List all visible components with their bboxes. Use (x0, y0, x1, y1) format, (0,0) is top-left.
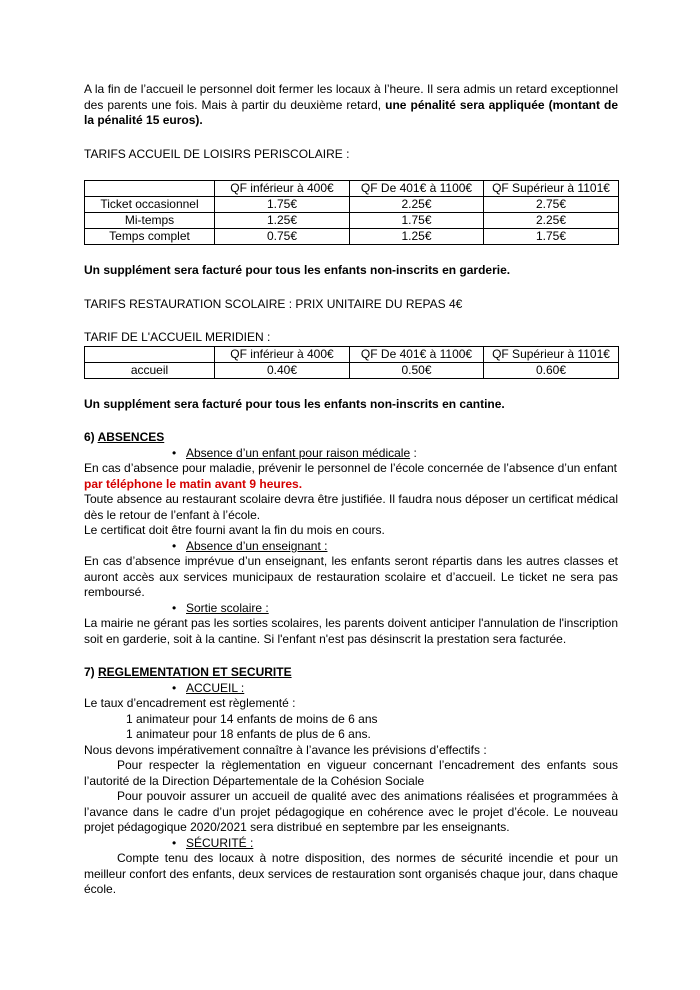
meridien-table (84, 346, 619, 379)
subsection-enseignant (84, 539, 618, 555)
section-title: ABSENCES (97, 430, 165, 444)
periscolaire-table (84, 180, 619, 245)
subsection-accueil (84, 681, 618, 697)
list-item: 1 animateur pour 18 enfants de plus de 6 ans. (126, 727, 371, 741)
garderie-note: Un supplément sera facturé pour tous les enfants non-inscrits en garderie. (84, 263, 511, 277)
subsection-colon: : (410, 445, 417, 460)
subsection-title: Absence d’un enseignant : (186, 538, 328, 553)
header-cell (85, 181, 215, 197)
cantine-note: Un supplément sera facturé pour tous les enfants non-inscrits en cantine. (84, 396, 505, 411)
meridien-title: TARIF DE L'ACCUEIL MERIDIEN : (84, 330, 271, 344)
header-cell (85, 346, 215, 362)
price-cell: 0.40€ (215, 362, 350, 378)
medical-paragraph-3: Le certificat doit être fourni avant la fin du mois en cours. (84, 523, 385, 537)
header-cell: QF De 401€ à 1100€ (350, 181, 484, 197)
accueil-paragraph-1: Le taux d’encadrement est règlementé : (84, 696, 296, 710)
table-header-row (85, 181, 619, 197)
subsection-sortie (84, 601, 618, 617)
bullet-icon: • (172, 835, 177, 850)
bullet-icon: • (172, 445, 177, 460)
section-title: REGLEMENTATION ET SECURITE (98, 665, 292, 679)
subsection-title: Sortie scolaire : (186, 600, 269, 615)
document-page (84, 82, 618, 898)
accueil-paragraph-2: Nous devons impérativement connaître à l’avance les prévisions d’effectifs : (84, 742, 487, 757)
medical-phone-notice: par téléphone le matin avant 9 heures. (84, 476, 303, 491)
intro-paragraph (84, 82, 618, 129)
row-label: accueil (85, 362, 215, 378)
sortie-paragraph: La mairie ne gérant pas les sorties scolaires, les parents doivent anticiper l'annulation de l'inscription soit en garderie, soit à la cantine. Si l'enfant n'est pas désinscrit la prestation sera facturée. (84, 616, 618, 646)
table-row (85, 213, 619, 229)
price-cell: 1.75€ (350, 213, 484, 229)
header-cell: QF inférieur à 400€ (215, 181, 350, 197)
restauration-title: TARIFS RESTAURATION SCOLAIRE : PRIX UNITAIRE DU REPAS 4€ (84, 296, 463, 311)
securite-paragraph: Compte tenu des locaux à notre disposition, des normes de sécurité incendie et pour un meilleur confort des enfants, deux services de restauration sont organisés chaque jour, dans chaque école. (84, 851, 618, 896)
accueil-paragraph-4: Pour pouvoir assurer un accueil de qualité avec des animations réalisées et programmées à l’avance dans le cadre d’un projet pédagogique en cohérence avec le projet d’école. Le nouveau projet pédagogique 2020/2021 sera distribué en septembre par les enseignants. (84, 789, 618, 834)
subsection-title: ACCUEIL : (186, 680, 245, 695)
subsection-securite (84, 836, 618, 852)
subsection-title: SÉCURITÉ : (186, 835, 254, 850)
row-label: Mi-temps (85, 213, 215, 229)
bullet-icon: • (172, 680, 177, 695)
intro-penalty: une pénalité sera appliquée (montant de la pénalité 15 euros). (84, 97, 618, 127)
bullet-icon: • (172, 538, 177, 553)
section-number: 6) (84, 430, 98, 444)
bullet-icon: • (172, 600, 177, 615)
subsection-title: Absence d’un enfant pour raison médicale (186, 445, 411, 460)
subsection-medical (84, 446, 618, 462)
periscolaire-title: TARIFS ACCUEIL DE LOISIRS PERISCOLAIRE : (84, 146, 350, 161)
row-label: Temps complet (85, 229, 215, 245)
price-cell: 0.60€ (484, 362, 619, 378)
enseignant-paragraph: En cas d’absence imprévue d’un enseignant, les enfants seront répartis dans les autres classes et auront accès aux services municipaux de restauration scolaire et d’accueil. Le ticket ne sera pas remboursé. (84, 554, 618, 599)
row-label: Ticket occasionnel (85, 197, 215, 213)
section-number: 7) (84, 665, 99, 679)
price-cell: 0.75€ (215, 229, 350, 245)
price-cell: 0.50€ (350, 362, 484, 378)
section-heading-absences (84, 430, 618, 446)
price-cell: 1.25€ (215, 213, 350, 229)
price-cell: 1.25€ (350, 229, 484, 245)
table-row (85, 229, 619, 245)
table-row (85, 362, 619, 378)
header-cell: QF inférieur à 400€ (215, 346, 350, 362)
price-cell: 2.25€ (484, 213, 619, 229)
table-row (85, 197, 619, 213)
table-header-row (85, 346, 619, 362)
section-heading-reglementation (84, 665, 618, 681)
price-cell: 2.25€ (350, 197, 484, 213)
list-item: 1 animateur pour 14 enfants de moins de 6 ans (126, 711, 378, 726)
accueil-paragraph-3: Pour respecter la règlementation en vigueur concernant l’encadrement des enfants sous l’autorité de la Direction Départementale de la Cohésion Sociale (84, 758, 618, 788)
price-cell: 1.75€ (215, 197, 350, 213)
header-cell: QF Supérieur à 1101€ (484, 181, 619, 197)
intro-text: A la fin de l’accueil le personnel doit fermer les locaux à l’heure. Il sera admis un retard exceptionnel des parents une fois. Mais à partir du deuxième retard, (84, 82, 618, 112)
header-cell: QF De 401€ à 1100€ (350, 346, 484, 362)
price-cell: 1.75€ (484, 229, 619, 245)
header-cell: QF Supérieur à 1101€ (484, 346, 619, 362)
medical-paragraph-2: Toute absence au restaurant scolaire devra être justifiée. Il faudra nous déposer un certificat médical dès le retour de l’enfant à l’école. (84, 492, 618, 522)
medical-paragraph-1: En cas d’absence pour maladie, prévenir le personnel de l’école concernée de l’absence d’un enfant (84, 461, 618, 475)
price-cell: 2.75€ (484, 197, 619, 213)
